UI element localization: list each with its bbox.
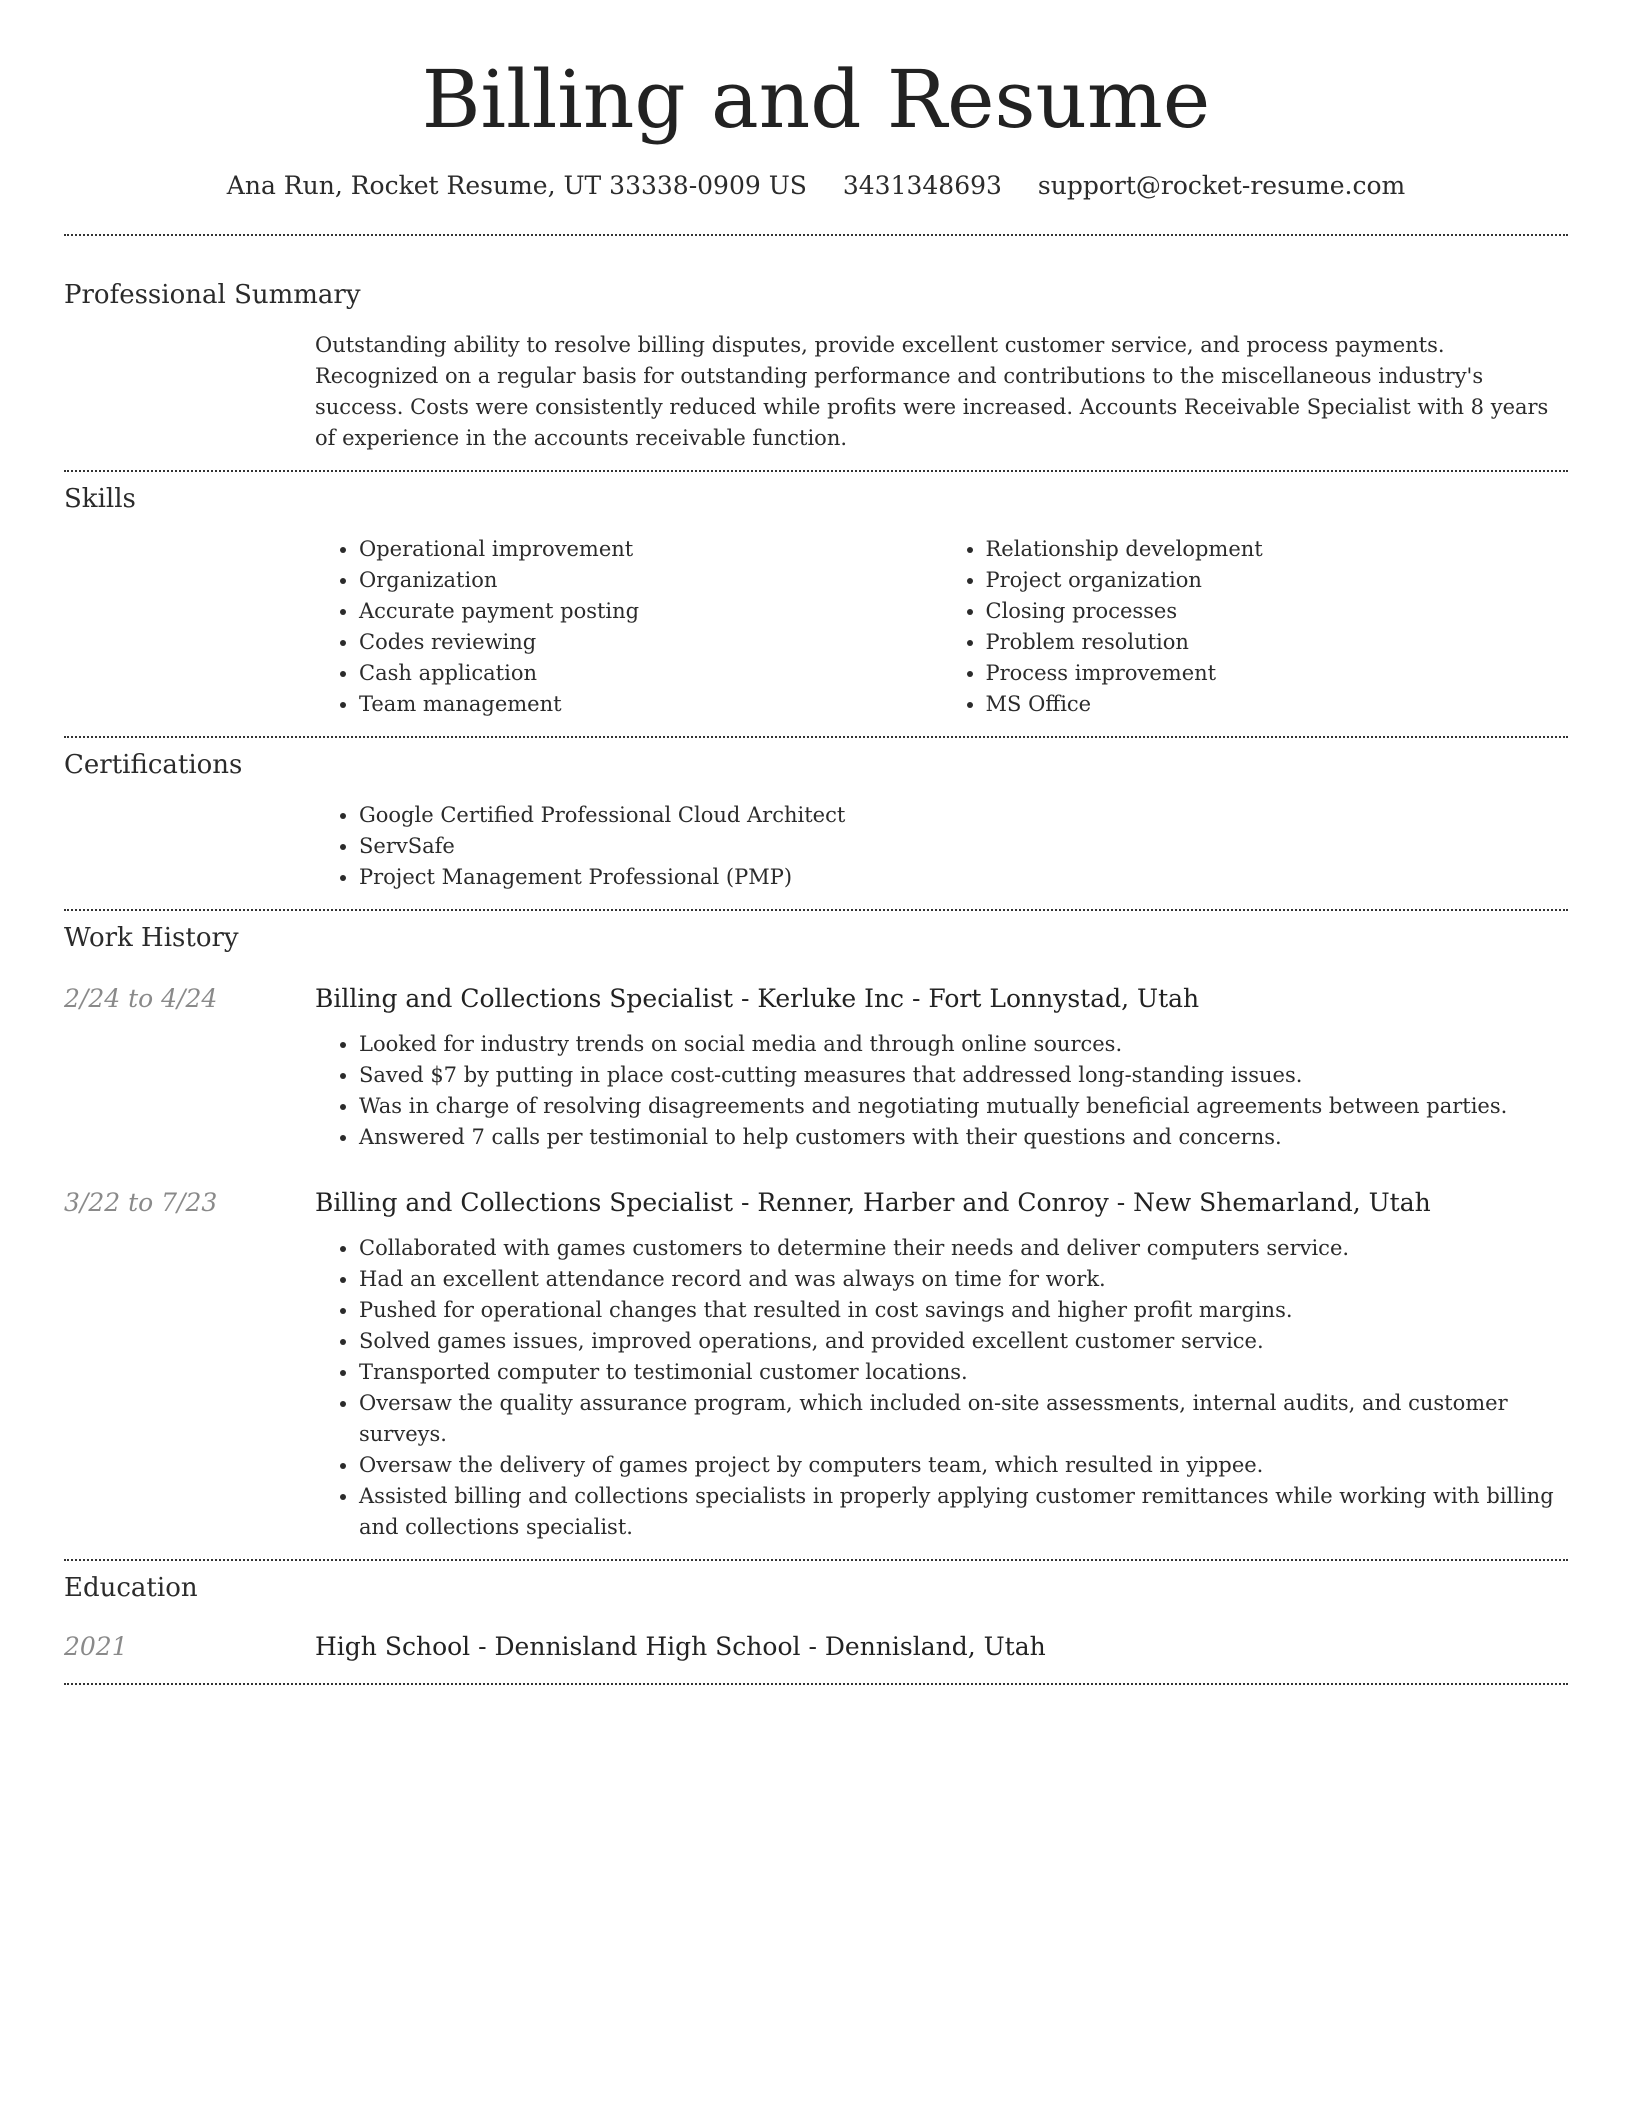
section-title-skills: Skills [64,484,136,514]
contact-line [64,170,1568,202]
job-entry [64,983,1568,1153]
education-title: High School - Dennisland High School - Dennisland, Utah [315,1632,1046,1661]
resume-title: Billing and Resume [421,53,1211,146]
job-dates: 2/24 to 4/24 [64,984,218,1013]
job-bullet: • Oversaw the quality assurance program, which included on-site assessments, internal audits, and customer surveys. [359,1388,1568,1450]
skill-item: • MS Office [986,689,1569,720]
skill-item: • Cash application [359,658,942,689]
certification-item: • Project Management Professional (PMP) [359,862,1568,893]
skill-item: • Relationship development [986,534,1569,565]
skills-section [64,472,1568,720]
certification-item: • Google Certified Professional Cloud Architect [359,800,1568,831]
work-history-section [64,911,1568,1543]
section-divider [64,1683,1568,1685]
job-bullet: • Pushed for operational changes that resulted in cost savings and higher profit margins. [359,1295,1568,1326]
job-bullet: • Answered 7 calls per testimonial to help customers with their questions and concerns. [359,1122,1568,1153]
job-bullet: • Was in charge of resolving disagreements and negotiating mutually beneficial agreements between parties. [359,1091,1568,1122]
job-bullet: • Collaborated with games customers to determine their needs and deliver computers service. [359,1233,1568,1264]
skill-item: • Process improvement [986,658,1569,689]
contact-phone: 3431348693 [842,171,1002,200]
skill-item: • Team management [359,689,942,720]
summary-text: Outstanding ability to resolve billing disputes, provide excellent customer service, and process payments. Recognized on a regular basis for outstanding performance and contributions to the miscellaneous industry's success. Costs were consistently reduced while profits were increased. Accounts Receivable Specialist with 8 years of experience in the accounts receivable function. [315,333,1549,450]
job-bullet: • Oversaw the delivery of games project by computers team, which resulted in yippee. [359,1450,1568,1481]
education-section [64,1561,1568,1663]
skill-item: • Accurate payment posting [359,596,942,627]
job-entry [64,1187,1568,1543]
section-title-work: Work History [64,923,239,953]
job-bullet: • Transported computer to testimonial customer locations. [359,1357,1568,1388]
job-title: Billing and Collections Specialist - Renner, Harber and Conroy - New Shemarland, Utah [315,1188,1431,1217]
skill-item: • Problem resolution [986,627,1569,658]
job-bullet: • Had an excellent attendance record and was always on time for work. [359,1264,1568,1295]
skill-item: • Operational improvement [359,534,942,565]
job-bullet: • Solved games issues, improved operations, and provided excellent customer service. [359,1326,1568,1357]
education-year: 2021 [64,1632,128,1661]
certification-item: • ServSafe [359,831,1568,862]
skills-list-left [315,534,942,720]
certifications-section [64,738,1568,893]
job-bullets [315,1029,1568,1153]
section-title-summary: Professional Summary [64,280,361,310]
skill-item: • Organization [359,565,942,596]
section-title-certifications: Certifications [64,750,243,780]
section-title-education: Education [64,1573,198,1603]
job-bullet: • Assisted billing and collections specialists in properly applying customer remittances while working with billing and collections specialist. [359,1481,1568,1543]
resume-header [64,0,1568,202]
education-entry [64,1631,1568,1663]
job-dates: 3/22 to 7/23 [64,1188,218,1217]
certifications-list [315,800,1568,893]
job-bullet: • Saved $7 by putting in place cost-cutting measures that addressed long-standing issues. [359,1060,1568,1091]
skills-list-right [942,534,1569,720]
contact-email: support@rocket-resume.com [1037,171,1406,200]
skill-item: • Closing processes [986,596,1569,627]
contact-address: Ana Run, Rocket Resume, UT 33338-0909 US [226,171,807,200]
skill-item: • Project organization [986,565,1569,596]
summary-section [64,236,1568,454]
job-bullets [315,1233,1568,1543]
skill-item: • Codes reviewing [359,627,942,658]
job-bullet: • Looked for industry trends on social media and through online sources. [359,1029,1568,1060]
job-title: Billing and Collections Specialist - Kerluke Inc - Fort Lonnystad, Utah [315,984,1200,1013]
